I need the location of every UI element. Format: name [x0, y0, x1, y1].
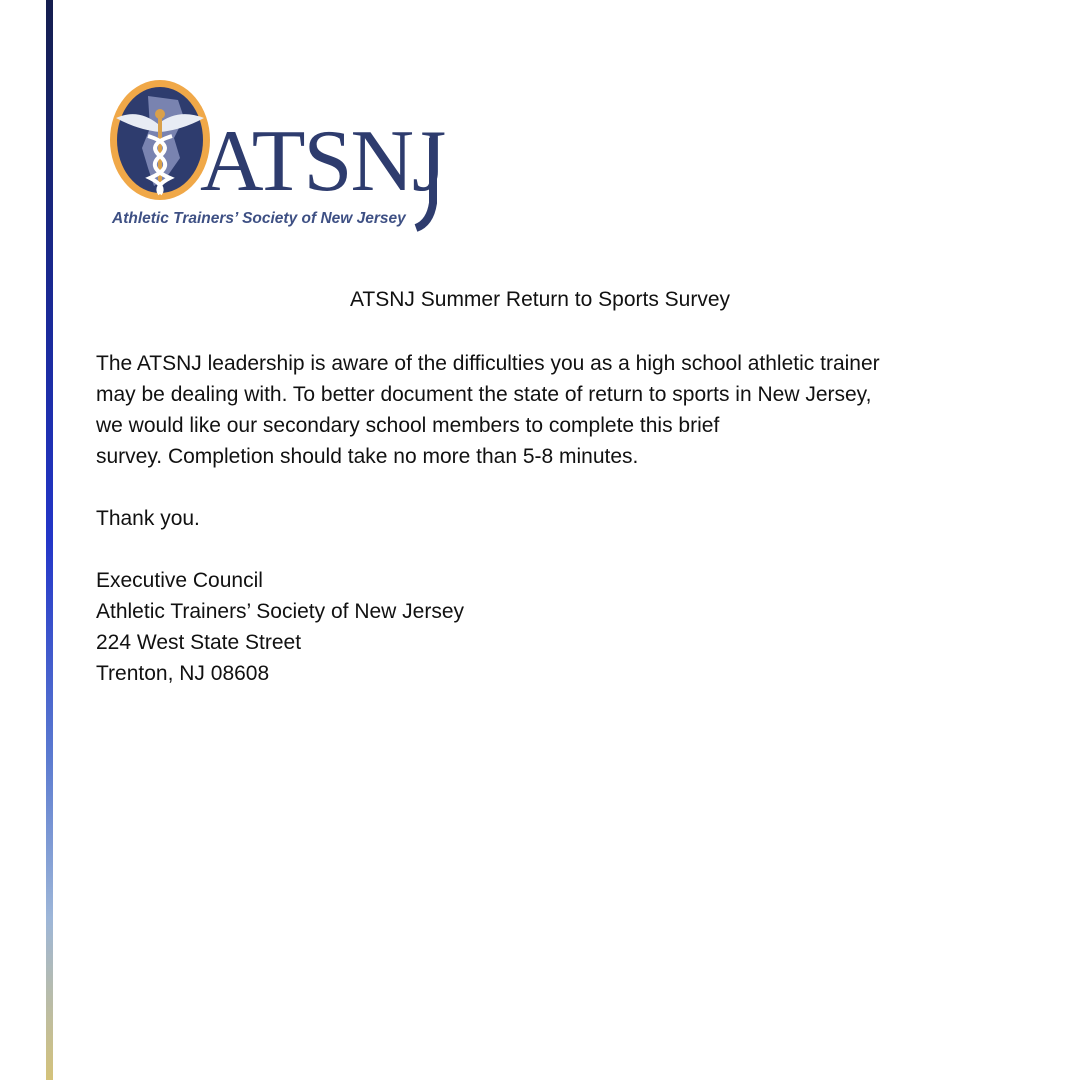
paragraph-line: may be dealing with. To better document the state of return to sports in New Jersey, [96, 383, 872, 406]
paragraph-line: we would like our secondary school members to complete this brief [96, 414, 720, 437]
paragraph-line: The ATSNJ leadership is aware of the difficulties you as a high school athletic trainer [96, 352, 880, 375]
logo-full-name: Athletic Trainers’ Society of New Jersey [112, 210, 406, 227]
left-accent-bar [46, 0, 53, 1080]
signature-line: 224 West State Street [96, 631, 302, 654]
signature-block [96, 565, 880, 689]
signature-line: Trenton, NJ 08608 [96, 662, 270, 685]
page-title: ATSNJ Summer Return to Sports Survey [349, 288, 731, 311]
signature-line: Athletic Trainers’ Society of New Jersey [96, 600, 465, 623]
letter-body [96, 348, 880, 720]
signature-line: Executive Council [96, 569, 263, 592]
logo-acronym: ATSNJ [200, 113, 445, 210]
thanks-line: Thank you. [96, 507, 200, 530]
intro-paragraph [96, 348, 880, 472]
paragraph-line: survey. Completion should take no more than 5-8 minutes. [96, 445, 639, 468]
